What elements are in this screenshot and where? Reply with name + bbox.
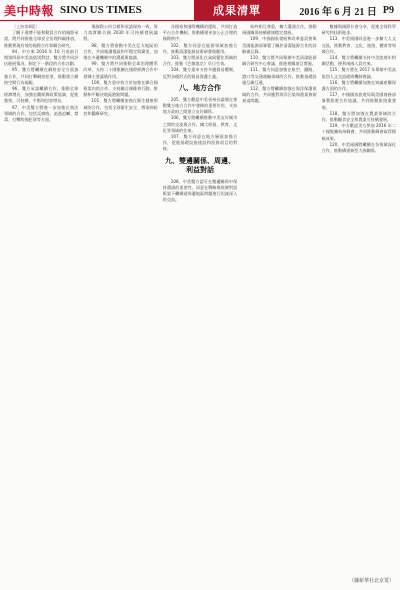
article-paragraph: 103、雙方將深化在氣候變化領域的合作，推動《巴黎協定》早日生效。 [162,55,238,67]
article-paragraph: 96、雙方承諾繼續合作，推動全球經濟增長，加強宏觀經濟政策協調，促進強勁、可持續、平衡和包容增長。 [4,86,79,104]
article-paragraph: 105、雙方歡迎中美省州長論壇在推動雙方地方合作中發揮的重要作用，支持地方政府之間建立友好關係。 [162,96,238,115]
issue-date: 2016 年 6 月 21 日 [299,6,377,18]
article-paragraph: 99、雙方將共同推動全球治理體系改革，支持二十國集團在國際經濟合作中發揮主要論壇作用。 [83,61,158,79]
article-paragraph: 101、雙方將繼續加強在衛生健康領域的合作，包括全球衛生安全、傳染病防控和醫療研究。 [83,98,158,116]
article-paragraph: 數據與國際社會分享，促進全球科學研究和技術進步。 [321,24,396,36]
article-paragraph: 102、雙方同意在能源領域加強合作，推動清潔能源技術研發與應用。 [162,42,238,54]
article-paragraph: 113、中美兩國同意進一步擴大人文交流，推動教育、文化、旅遊、體育等領域合作。 [321,36,396,54]
article-paragraph: 111、雙方同意加強在航空、鐵路、港口等交通運輸領域的合作，推動基礎設施互聯互通。 [242,67,317,85]
article-paragraph: 108、中美雙方認可在雙邊關係中保持溝通的重要性，同意在戰略與經濟對話框架下繼續就周邊地區問題進行坦誠深入的交流。 [162,178,238,203]
section-heading-local-cooperation: 八、地方合作 [178,83,221,92]
masthead-right [280,0,400,20]
article-paragraph: 104、雙方重申支持多邊貿易體制，反對各種形式的貿易保護主義。 [162,67,238,79]
column-3 [163,24,237,570]
article-paragraph: 95、雙方將繼續在網絡安全方面加強合作，共同打擊網絡犯罪，推動建立網絡空間行為規範。 [4,67,79,85]
article-paragraph: 始終相互尊重，擴大溝通合作，推動兩國關係持續健康穩定發展。 [242,24,317,36]
masthead [0,0,400,21]
article-paragraph: 119、中方歡迎美方參加 2016 年二十國集團杭州峰會，共同推動峰會取得積極成果。 [321,123,396,141]
section-title: 成果清單 [194,0,280,20]
article-paragraph: 120、中美兩國將繼續在各領域深化合作，推動構建新型大國關係。 [321,141,396,154]
article-paragraph: 117、中國國家旅遊局與美國商務部簽署旅遊合作協議，共同推動旅遊業發展。 [321,92,396,110]
column-2 [83,24,157,570]
column-1 [4,24,78,570]
article-paragraph: 94、中方來 2016 年 10 月底前召開第四屆中美高級別對話，雙方將共同評估進展情况，制定下一階段的合作計劃。 [4,48,79,67]
section-heading-bilateral-dialogue: 九、雙邊關係、周邊、利益對話 [164,156,235,174]
article-paragraph: 100、雙方重申致力於加強在聯合國框架內的合作，支持聯合國維和行動，推動和平解決地區熱點問題。 [83,79,158,98]
source-credit: （據新華社北京電） [348,578,394,584]
article-paragraph: 106、雙方將繼續推動中美友好城市之間的交流與合作，擴大經貿、教育、文化等領域的往來。 [162,115,238,133]
article-paragraph: 112、雙方將繼續加強在海洋保護領域的合作，共同應對海洋污染和漁業資源衰退問題。 [242,86,317,104]
logo-english: SINO US TIMES [60,4,142,16]
page-number: P9 [382,4,394,16]
masthead-logo [0,0,194,20]
article-paragraph: 109、中國國家發展和改革委員會與美國能源部簽署了關於清潔能源合作的諒解備忘錄。 [242,36,317,54]
article-paragraph: 114、雙方將繼續支持中美旅遊年相關活動，便利兩國人員往來。 [321,55,396,67]
article-paragraph: 107、雙方同意在地方層面加強合作，促進基礎設施建設和投資項目的對接。 [162,134,238,152]
article-paragraph: 了關于進博不能和動員合作的國際承諾，將共同推進全球安全治理和碳排放，推動實現有效的國際合作和聯合研究。 [4,30,79,48]
article-paragraph: 110、雙方將共同舉辦中美清潔能源聯合研究中心會議，推進相關項目實施。 [242,55,317,67]
article-paragraph: 118、雙方將加強在農業領域的合作，推動糧食安全和農業可持續發展。 [321,110,396,123]
column-4 [242,24,316,570]
column-5 [322,24,396,570]
article-paragraph: 116、雙方將繼續加強在知識產權保護方面的合作。 [321,79,396,92]
article-paragraph: 97、中美雙方將進一步加強在執法領域的合作，包括反腐敗、追逃追贓、禁毒、打擊跨國犯罪等方面。 [4,104,79,123]
logo-chinese: 美中時報 [4,3,55,18]
article-columns [4,24,396,570]
article-paragraph: 各國家和國際機構的援助，共同打造平台合作機制，推動構建更加公正合理的國際秩序。 [162,24,238,42]
article-paragraph: 98、雙方將推動中美在亞太地區的合作，共同維護地區和平穩定與繁榮，加強在多邊機制中的溝通與協調。 [83,42,158,61]
article-paragraph: 與國際公約目標和承諾保持一致，努力落實聯合國 2030 年可持續發展議程。 [83,24,158,42]
article-paragraph: （上接第8版） [12,24,40,29]
article-paragraph: 115、雙方將在 2017 年舉辦中美高級別人文交流磋商機制會議。 [321,67,396,79]
